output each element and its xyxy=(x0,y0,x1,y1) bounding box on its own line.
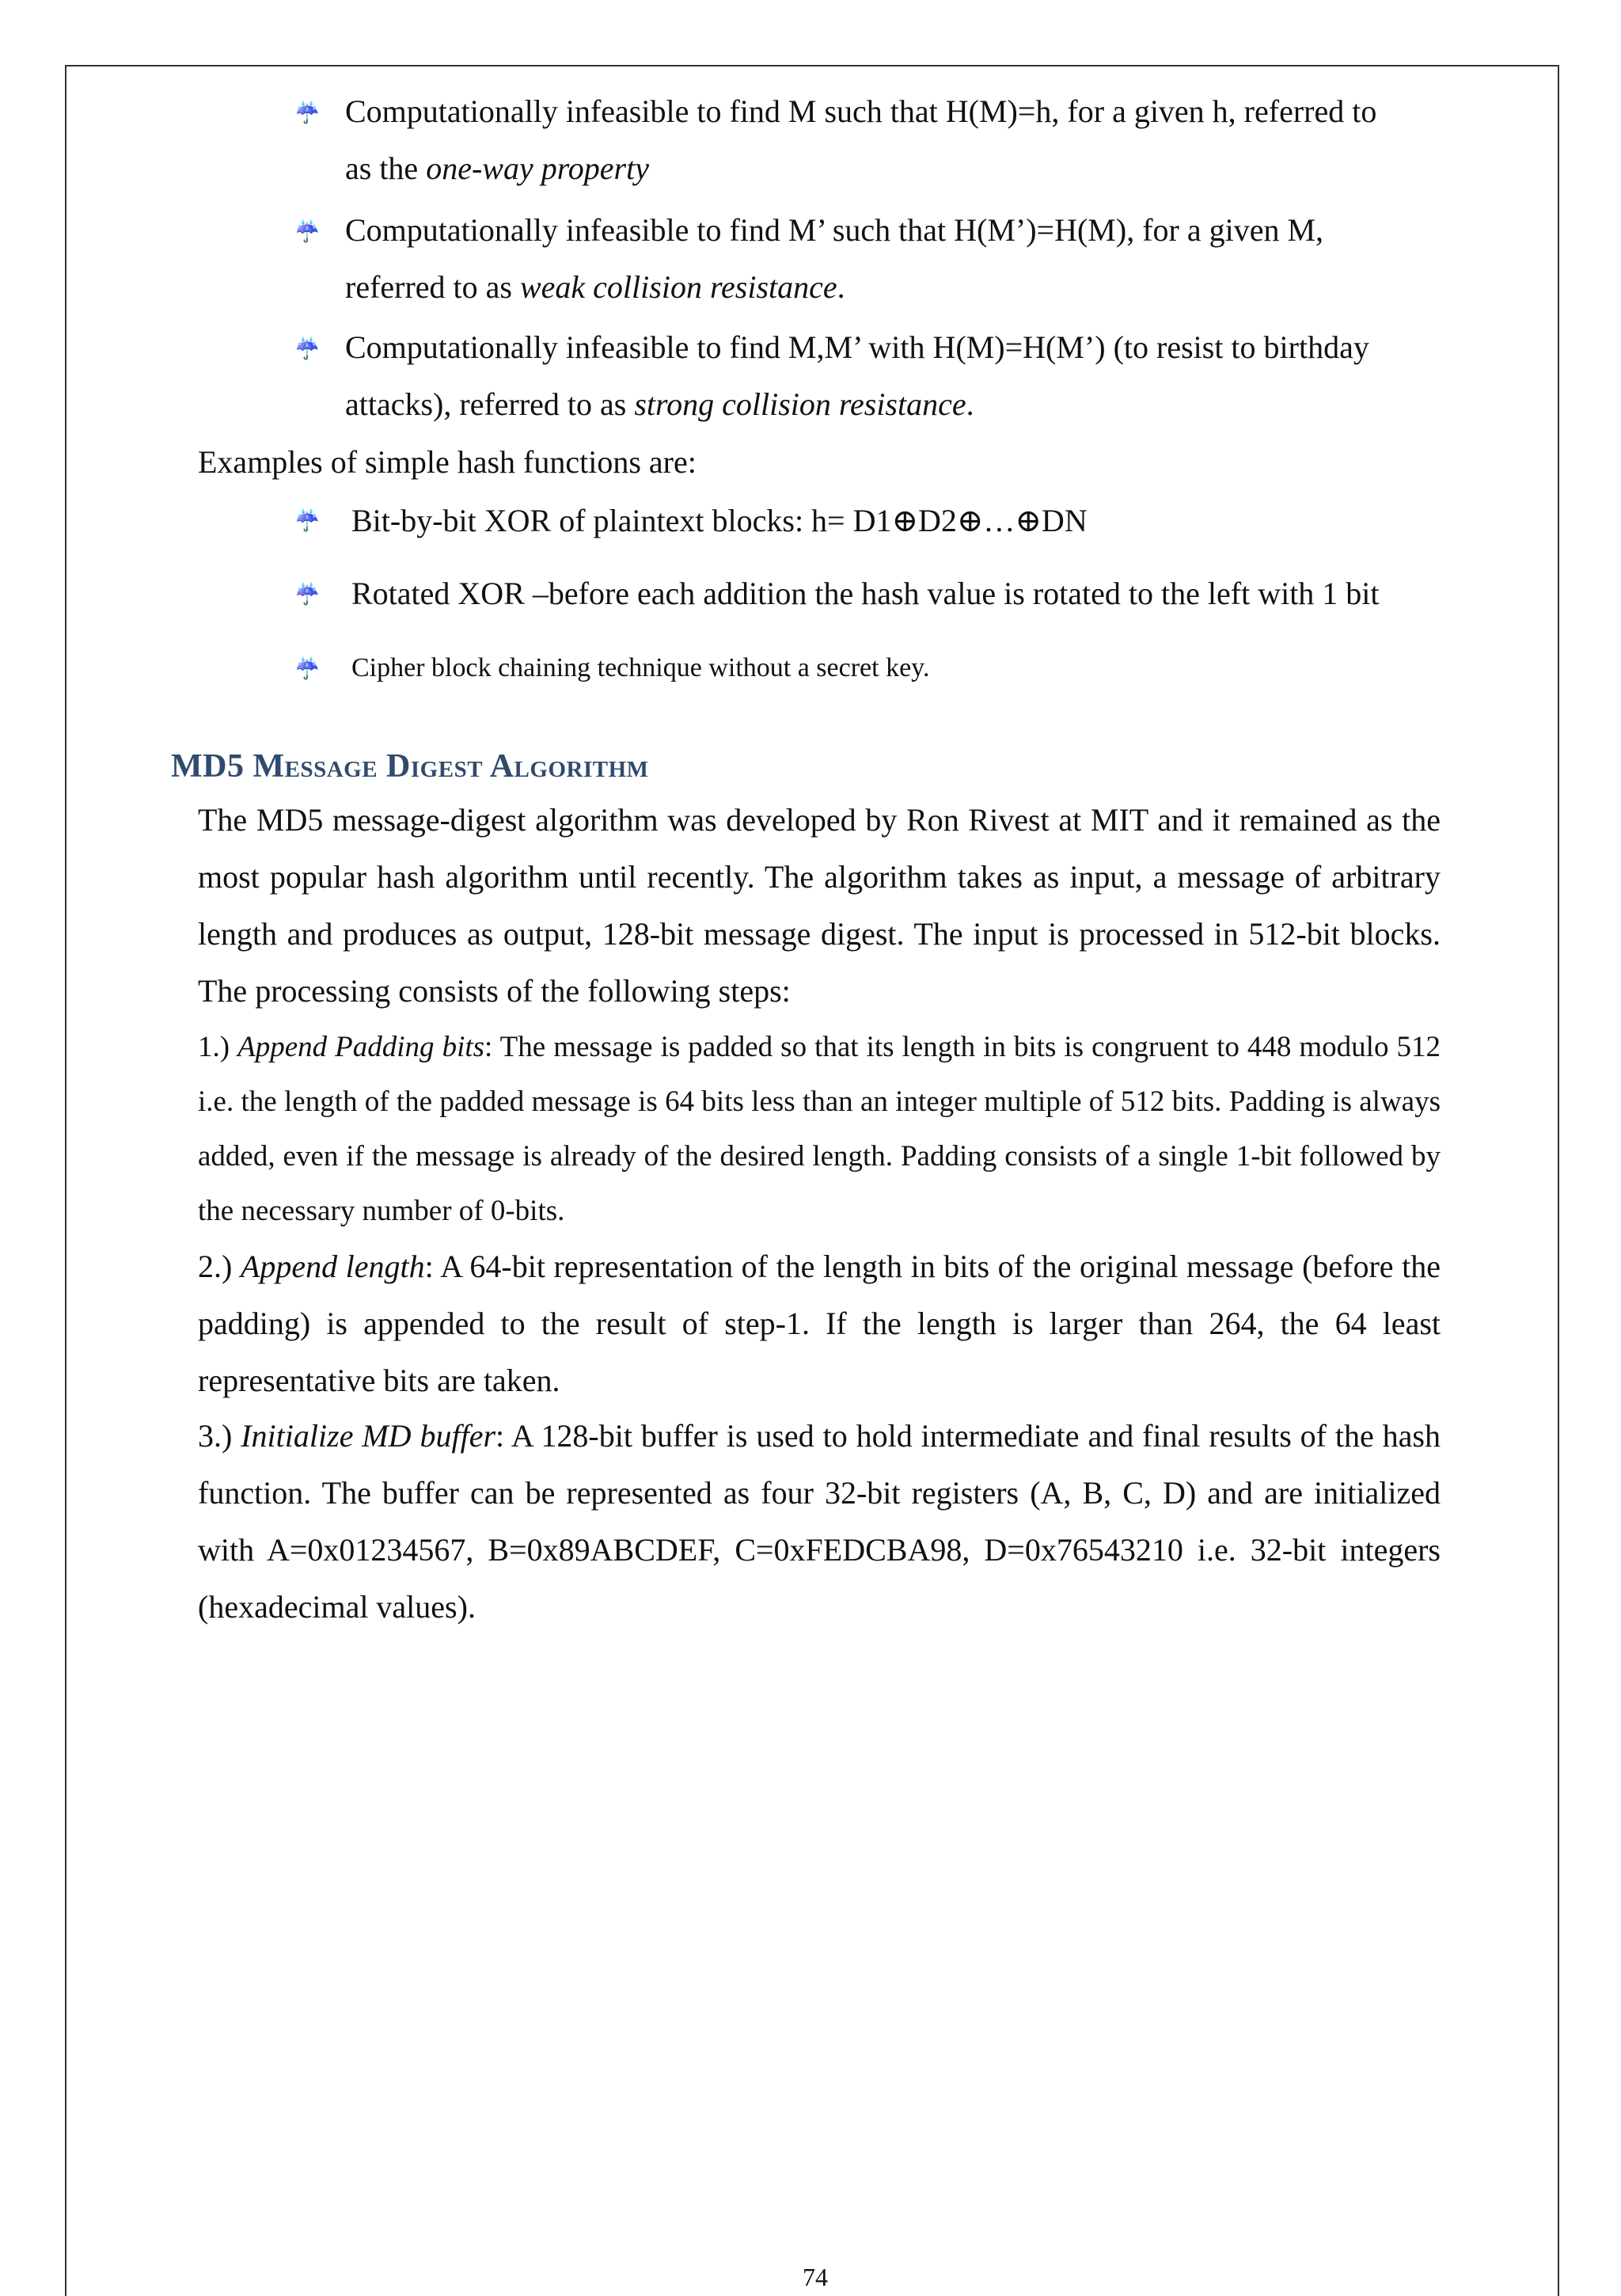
bullet-line: Computationally infeasible to find M such that H(M)=h, for a given h, referred to xyxy=(345,93,1377,129)
step-text: : A 128-bit buffer is used to hold intermediate and final results of the hash function. The buffer can be represented as four 32-bit registers (A, B, C, D) and are initialized with A=0x01234567, B=0x89ABCDEF, C=0xFEDCBA98, D=0x76543210 i.e. 32-bit integers (hexadecimal values). xyxy=(198,1418,1441,1625)
examples-intro: Examples of simple hash functions are: xyxy=(198,444,697,480)
bullet-line xyxy=(345,376,1453,433)
bullet-line xyxy=(345,259,1453,316)
step-initialize-buffer xyxy=(198,1408,1441,1636)
step-number: 3.) xyxy=(198,1418,241,1454)
bullet-text-span: . xyxy=(837,269,845,305)
step-number: 2.) xyxy=(198,1249,241,1284)
umbrella-rain-icon: ☔ xyxy=(294,337,321,360)
term-italic: strong collision resistance xyxy=(634,386,966,422)
example-cbc: Cipher block chaining technique without a secret key. xyxy=(351,653,930,682)
example-rotated-xor: Rotated XOR –before each addition the hash value is rotated to the left with 1 bit xyxy=(351,576,1380,611)
step-title: Initialize MD buffer xyxy=(241,1418,496,1454)
bullet-one-way xyxy=(345,83,1453,197)
step-append-length xyxy=(198,1238,1441,1409)
bullet-strong-collision xyxy=(345,319,1453,433)
page-number: 74 xyxy=(803,2263,828,2291)
umbrella-rain-icon: ☔ xyxy=(294,509,321,532)
example-xor: Bit-by-bit XOR of plaintext blocks: h= D1⊕D2⊕…⊕DN xyxy=(351,503,1088,538)
bullet-text-span: attacks), referred to as xyxy=(345,386,635,422)
umbrella-rain-icon: ☔ xyxy=(294,657,321,680)
bullet-line: Computationally infeasible to find M,M’ with H(M)=H(M’) (to resist to birthday xyxy=(345,329,1369,365)
step-text: : A 64-bit representation of the length in bits of the original message (before the padding) is appended to the result of step-1. If the length is larger than 264, the 64 least representative bits are taken. xyxy=(198,1249,1441,1398)
step-text: : The message is padded so that its length in bits is congruent to 448 modulo 512 i.e. the length of the padded message is 64 bits less than an integer multiple of 512 bits. Padding is always added, even if the message is already of the desired length. Padding consists of a single 1-bit followed by the necessary number of 0-bits. xyxy=(198,1031,1441,1227)
bullet-weak-collision xyxy=(345,202,1453,316)
step-title: Append length xyxy=(240,1249,425,1284)
bullet-text-span: as the xyxy=(345,150,427,186)
term-italic: one-way property xyxy=(426,150,649,186)
umbrella-rain-icon: ☔ xyxy=(294,220,321,243)
umbrella-rain-icon: ☔ xyxy=(294,583,321,606)
bullet-text-span: . xyxy=(966,386,974,422)
term-italic: weak collision resistance xyxy=(519,269,837,305)
bullet-line xyxy=(345,140,1453,197)
section-heading: MD5 Message Digest Algorithm xyxy=(171,748,649,785)
bullet-line: Computationally infeasible to find M’ such that H(M’)=H(M), for a given M, xyxy=(345,212,1324,248)
bullet-text-span: referred to as xyxy=(345,269,520,305)
umbrella-rain-icon: ☔ xyxy=(294,101,321,124)
step-append-padding xyxy=(198,1020,1441,1238)
step-title: Append Padding bits xyxy=(237,1031,485,1063)
step-number: 1.) xyxy=(198,1031,238,1063)
intro-paragraph: The MD5 message-digest algorithm was developed by Ron Rivest at MIT and it remained as the most popular hash algorithm until recently. The algorithm takes as input, a message of arbitrary length and produces as output, 128-bit message digest. The input is processed in 512-bit blocks. The processing consists of the following steps: xyxy=(198,802,1441,1009)
